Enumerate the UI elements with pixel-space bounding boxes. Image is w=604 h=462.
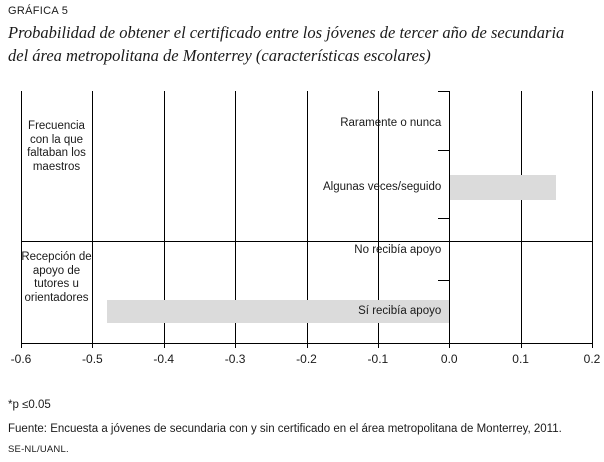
gridline [92,91,93,348]
x-tick-label: -0.4 [153,352,175,366]
category-axis-tick [438,280,449,281]
category-label-raramente-o-nunca: Raramente o nunca [340,117,442,129]
x-tick-label: -0.5 [82,352,103,366]
category-label-si-recibia-apoyo: Sí recibía apoyo [358,305,442,317]
category-label-no-recibia-apoyo: No recibía apoyo [354,244,442,256]
category-axis-tick [438,150,449,151]
figure-label: GRÁFICA 5 [8,5,69,17]
figure-title-line1: Probabilidad de obtener el certificado entre los jóvenes de tercer año de secundaria [8,23,565,42]
group-label-frecuencia-faltaban-maestros: Frecuencia con la que faltaban los maestros [27,120,86,173]
category-axis-tick [438,91,449,92]
x-tick-label: -0.3 [224,352,246,366]
x-axis-tick-labels [10,351,601,367]
x-tick-label: -0.2 [296,352,317,366]
x-tick-label: -0.6 [10,352,32,366]
x-tick-label: 0.0 [440,352,458,366]
zero-axis-line [449,91,450,343]
bar-algunas-veces-seguido [449,175,556,200]
category-axis-tick [438,218,449,219]
source-organization-footnote: SE-NL/UANL. [8,444,69,455]
significance-footnote: *p ≤0.05 [8,399,51,411]
gridline [592,91,593,348]
source-footnote: Fuente: Encuesta a jóvenes de secundaria con y sin certificado en el área metropolitana de Monterrey, 2011. [8,423,562,435]
x-tick-label: -0.1 [367,352,389,366]
group-divider-line [21,241,592,242]
figure-title-line2: del área metropolitana de Monterrey (características escolares) [8,46,431,65]
group-label-recepcion-apoyo-tutores: Recepción de apoyo de tutores u orientadores [21,251,92,304]
x-tick-label: 0.1 [512,352,529,366]
bar-chart-plot-area [21,91,592,344]
gridline [521,91,522,348]
figure-title [8,21,600,67]
x-tick-label: 0.2 [583,352,601,366]
category-label-algunas-veces-seguido: Algunas veces/seguido [322,181,442,193]
